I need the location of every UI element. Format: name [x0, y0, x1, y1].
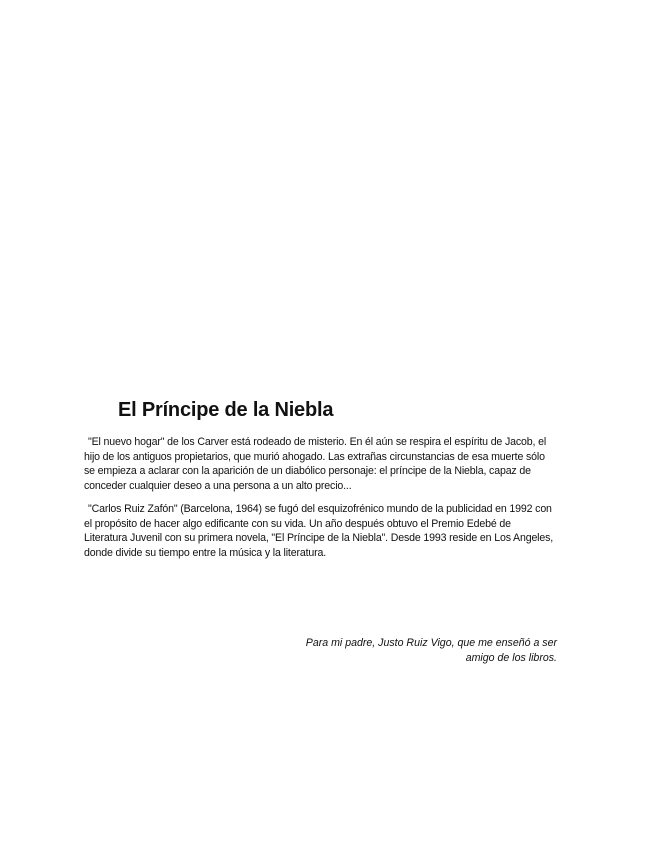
dedication-line-1: Para mi padre, Justo Ruiz Vigo, que me enseñó a ser: [305, 637, 557, 649]
synopsis-paragraph: "El nuevo hogar" de los Carver está rodeado de misterio. En él aún se respira el espíritu de Jacob, el hijo de los antiguos propietarios, que murió ahogado. Las extrañas circunstancias de esa muerte sólo se empieza a aclarar con la aparición de un diabólico personaje: el príncipe de la Niebla, capaz de conceder cualquier deseo a una persona a un alto precio...: [84, 436, 547, 492]
dedication: [257, 636, 557, 666]
author-bio-paragraph: "Carlos Ruiz Zafón" (Barcelona, 1964) se fugó del esquizofrénico mundo de la publicidad en 1992 con el propósito de hacer algo edificante con su vida. Un año después obtuvo el Premio Edebé de Literatura Juvenil con su primera novela, "El Príncipe de la Niebla". Desde 1993 reside en Los Angeles, donde divide su tiempo entre la música y la literatura.: [84, 503, 554, 559]
dedication-line-2: amigo de los libros.: [465, 651, 557, 664]
book-title: El Príncipe de la Niebla: [118, 399, 334, 421]
